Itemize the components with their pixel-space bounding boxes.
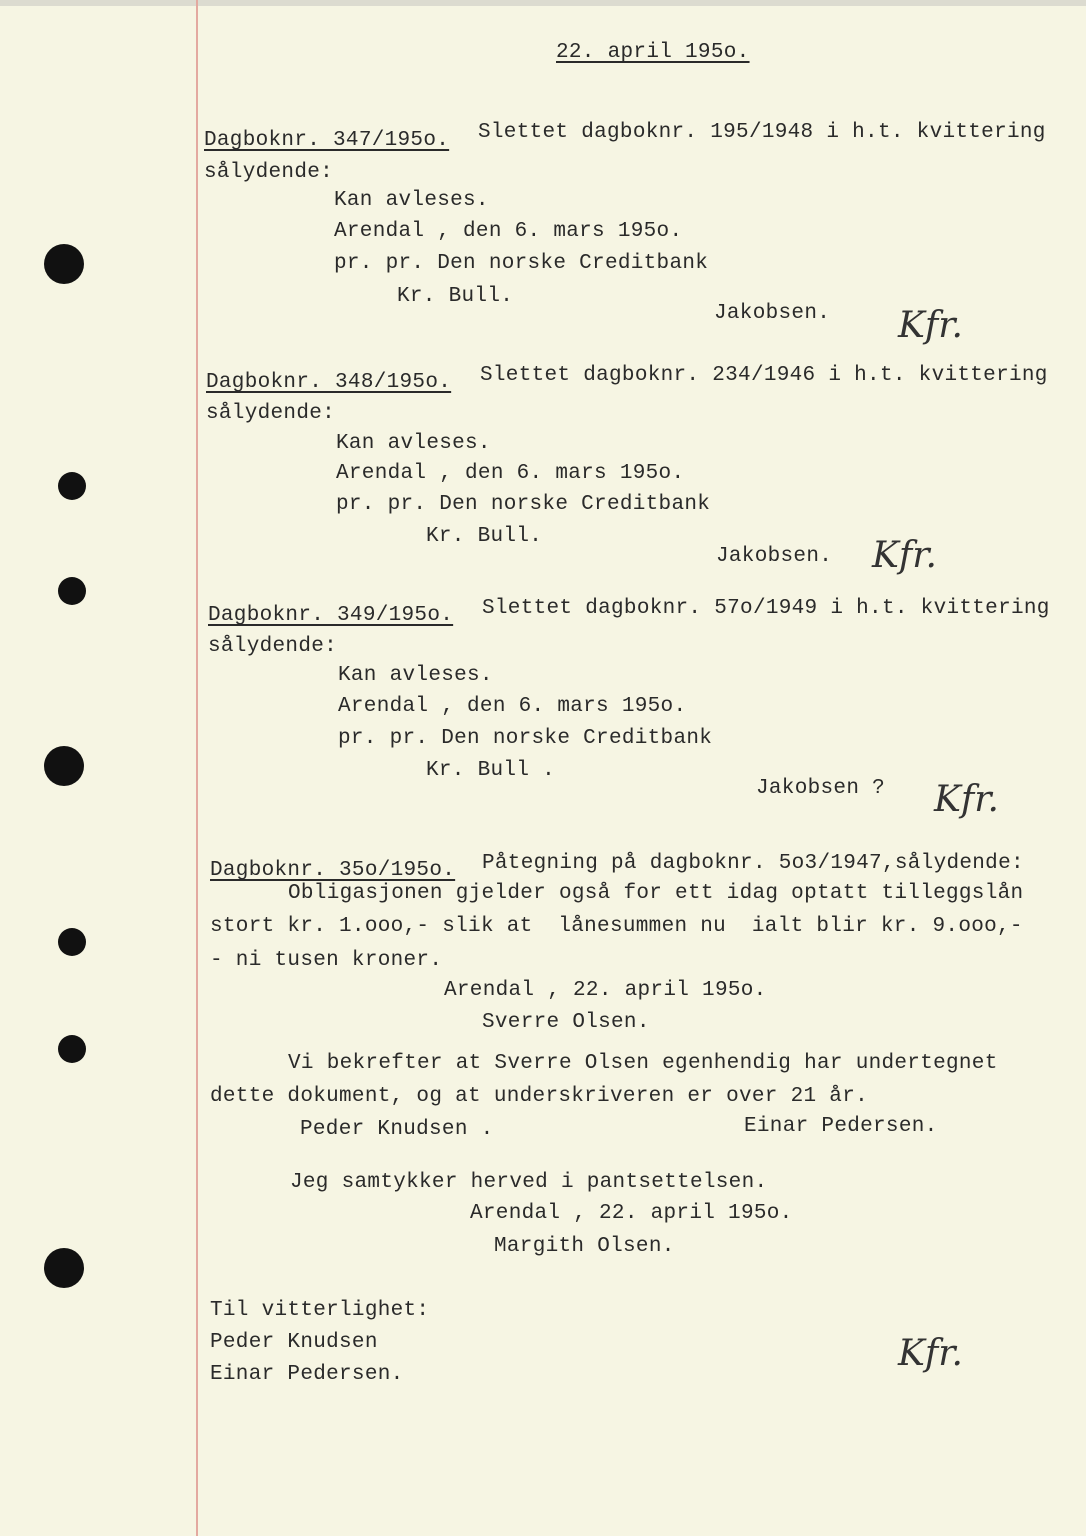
entry-heading: Slettet dagboknr. 57o/1949 i h.t. kvittering <box>482 597 1050 620</box>
entry-line: Arendal , 22. april 195o. <box>470 1202 793 1225</box>
punch-hole <box>58 1035 86 1063</box>
entry-line: Arendal , 22. april 195o. <box>444 979 767 1002</box>
entry-line: Arendal , den 6. mars 195o. <box>338 695 687 718</box>
entry-number: Dagboknr. 35o/195o. <box>210 859 456 882</box>
punch-hole <box>58 472 86 500</box>
entry-line: Kr. Bull. <box>397 285 514 308</box>
entry-line: Kan avleses. <box>338 664 493 687</box>
entry-line: Jakobsen. <box>714 302 831 325</box>
entry-line: Jeg samtykker herved i pantsettelsen. <box>290 1171 768 1194</box>
entry-number: Dagboknr. 349/195o. <box>208 604 454 627</box>
punch-hole <box>58 928 86 956</box>
entry-line: Vi bekrefter at Sverre Olsen egenhendig har undertegnet <box>288 1052 998 1075</box>
entry-line: pr. pr. Den norske Creditbank <box>336 493 711 516</box>
entry-line: Kr. Bull. <box>426 525 543 548</box>
entry-heading: Slettet dagboknr. 234/1946 i h.t. kvittering <box>480 364 1048 387</box>
entry-line: Jakobsen ? <box>756 777 886 800</box>
punch-hole <box>44 244 84 284</box>
initials-signature: Kfr. <box>898 305 963 346</box>
initials-signature: Kfr. <box>898 1333 963 1374</box>
entry-line: Obligasjonen gjelder også for ett idag optatt tilleggslån <box>288 882 1024 905</box>
entry-line: - ni tusen kroner. <box>210 949 443 972</box>
entry-line: stort kr. 1.ooo,- slik at lånesummen nu ialt blir kr. 9.ooo,- <box>210 915 1023 938</box>
initials-signature: Kfr. <box>934 779 999 820</box>
entry-heading: Slettet dagboknr. 195/1948 i h.t. kvittering <box>478 121 1046 144</box>
entry-line: Til vitterlighet: <box>210 1299 430 1322</box>
entry-line: Arendal , den 6. mars 195o. <box>334 220 683 243</box>
entry-line: Margith Olsen. <box>494 1235 675 1258</box>
entry-line: sålydende: <box>208 635 338 658</box>
initials-signature: Kfr. <box>872 535 937 576</box>
entry-line: Kan avleses. <box>336 432 491 455</box>
entry-line: Jakobsen. <box>716 545 833 568</box>
margin-rule <box>196 0 198 1536</box>
entry-line: pr. pr. Den norske Creditbank <box>338 727 713 750</box>
entry-line: sålydende: <box>204 161 334 184</box>
entry-line: Kr. Bull . <box>426 759 556 782</box>
entry-number: Dagboknr. 347/195o. <box>204 129 450 152</box>
entry-line: sålydende: <box>206 402 336 425</box>
entry-line: pr. pr. Den norske Creditbank <box>334 252 709 275</box>
page-date: 22. april 195o. <box>556 41 750 64</box>
page-top-edge <box>0 0 1086 6</box>
entry-heading: Påtegning på dagboknr. 5o3/1947,sålydende: <box>482 852 1024 875</box>
punch-hole <box>44 746 84 786</box>
entry-line: Peder Knudsen <box>210 1331 378 1354</box>
entry-line: Sverre Olsen. <box>482 1011 650 1034</box>
entry-line: Einar Pedersen. <box>744 1115 938 1138</box>
entry-line: Peder Knudsen . <box>300 1118 494 1141</box>
entry-line: Einar Pedersen. <box>210 1363 404 1386</box>
entry-number: Dagboknr. 348/195o. <box>206 371 452 394</box>
punch-hole <box>44 1248 84 1288</box>
entry-line: Arendal , den 6. mars 195o. <box>336 462 685 485</box>
punch-hole <box>58 577 86 605</box>
entry-line: dette dokument, og at underskriveren er over 21 år. <box>210 1085 869 1108</box>
entry-line: Kan avleses. <box>334 189 489 212</box>
